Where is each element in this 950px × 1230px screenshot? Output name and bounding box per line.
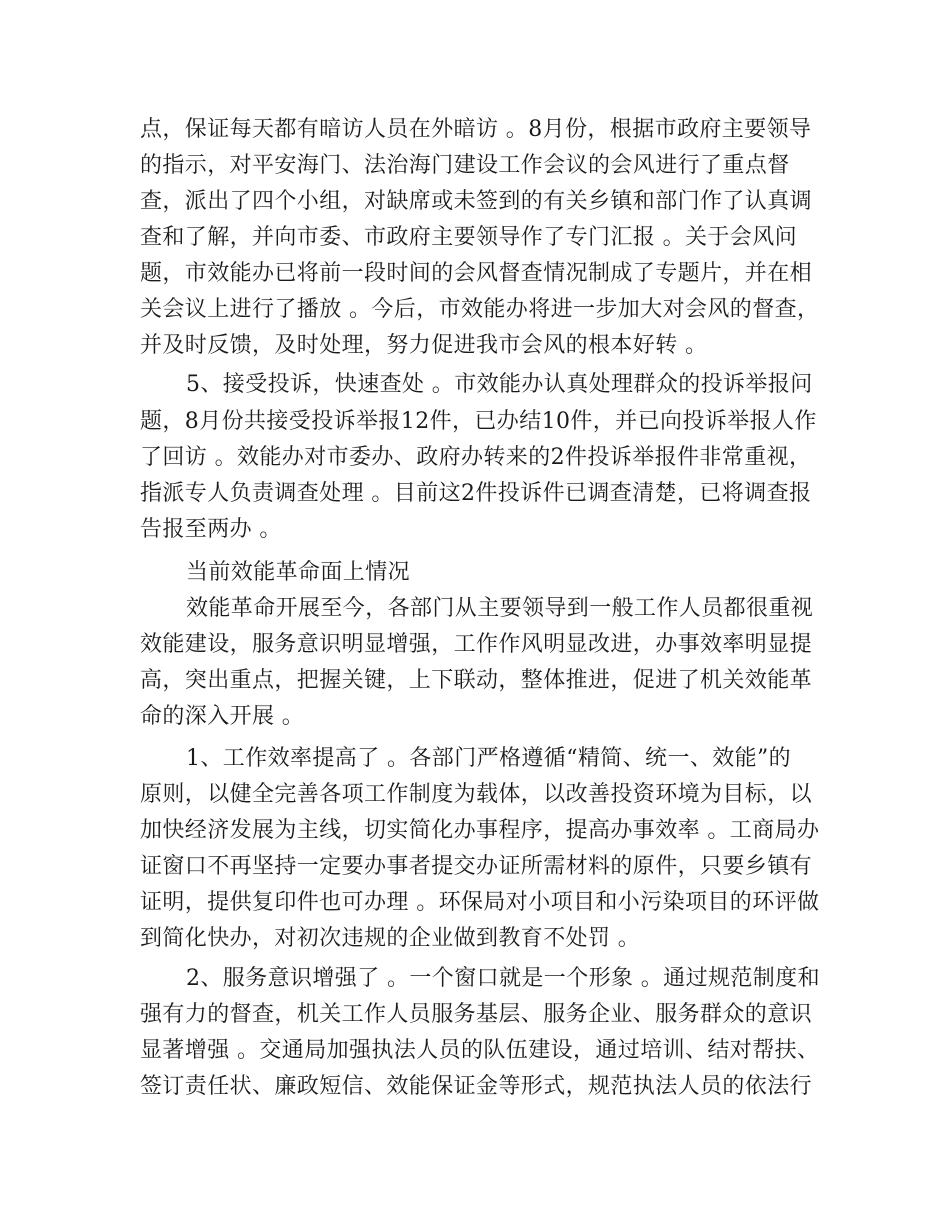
text-line: 高，突出重点，把握关键，上下联动，整体推进，促进了机关效能革 xyxy=(140,668,813,693)
text-line: 并及时反馈，及时处理，努力促进我市会风的根本好转 。 xyxy=(140,333,708,358)
text-line: 显著增强 。交通局加强执法人员的队伍建设，通过培训、结对帮扶、 xyxy=(140,1038,820,1063)
text-line: 指派专人负责调查处理 。目前这2件投诉件已调查清楚，已将调查报 xyxy=(140,481,812,506)
text-line: 查和了解，并向市委、市政府主要领导作了专门汇报 。关于会风问 xyxy=(140,225,797,250)
text-line: 效能革命开展至今，各部门从主要领导到一般工作人员都很重视 xyxy=(186,596,814,621)
text-line: 命的深入开展 。 xyxy=(140,704,305,729)
text-line: 到简化快办，对初次违规的企业做到教育不处罚 。 xyxy=(140,926,641,951)
text-line: 2、服务意识增强了 。一个窗口就是一个形象 。通过规范制度和 xyxy=(186,966,820,991)
text-line: 告报至两办 。 xyxy=(140,517,282,542)
text-line: 5、接受投诉，快速查处 。市效能办认真处理群众的投诉举报问 xyxy=(186,372,813,397)
text-line: 了回访 。效能办对市委办、政府办转来的2件投诉举报件非常重视， xyxy=(140,445,812,470)
text-line: 加快经济发展为主线，切实简化办事程序，提高办事效率 。工商局办 xyxy=(140,818,820,843)
text-line: 查，派出了四个小组，对缺席或未签到的有关乡镇和部门作了认真调 xyxy=(140,189,813,214)
text-line: 的指示，对平安海门、法治海门建设工作会议的会风进行了重点督 xyxy=(140,153,790,178)
text-line: 原则，以健全完善各项工作制度为载体，以改善投资环境为目标，以 xyxy=(140,782,813,807)
text-line: 关会议上进行了播放 。今后，市效能办将进一步加大对会风的督查， xyxy=(140,297,820,322)
section-heading: 当前效能革命面上情况 xyxy=(186,560,411,585)
text-line: 签订责任状、廉政短信、效能保证金等形式，规范执法人员的依法行 xyxy=(140,1074,813,1099)
text-line: 点，保证每天都有暗访人员在外暗访 。8月份，根据市政府主要领导 xyxy=(140,117,812,142)
text-line: 题，8月份共接受投诉举报12件，已办结10件，并已向投诉举报人作 xyxy=(140,409,817,434)
text-line: 效能建设，服务意识明显增强，工作作风明显改进，办事效率明显提 xyxy=(140,632,813,657)
text-line: 证窗口不再坚持一定要办事者提交办证所需材料的原件，只要乡镇有 xyxy=(140,854,813,879)
text-line: 证明，提供复印件也可办理 。环保局对小项目和小污染项目的环评做 xyxy=(140,890,820,915)
text-line: 题，市效能办已将前一段时间的会风督查情况制成了专题片，并在相 xyxy=(140,261,813,286)
text-line: 1、工作效率提高了 。各部门严格遵循“精简、统一、效能”的 xyxy=(186,746,792,771)
text-line: 强有力的督查，机关工作人员服务基层、服务企业、服务群众的意识 xyxy=(140,1002,813,1027)
